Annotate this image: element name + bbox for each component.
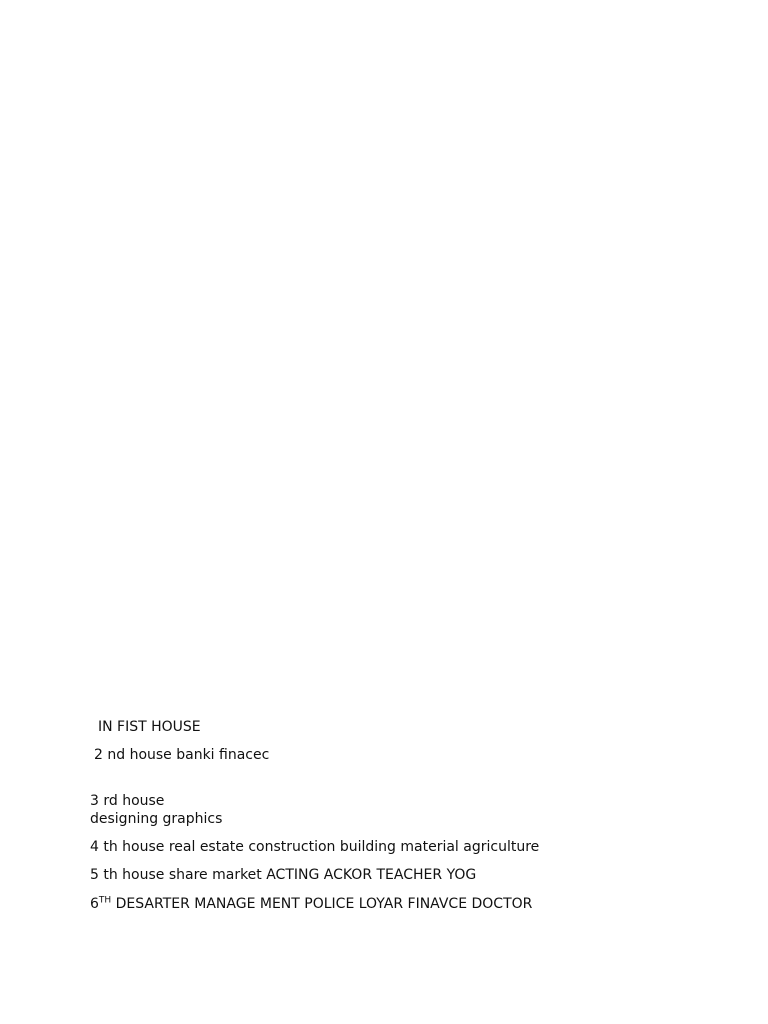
house-line-6 bbox=[90, 895, 682, 913]
house-line-2: 2 nd house banki finacec bbox=[94, 747, 270, 763]
house-line-3: 3 rd house bbox=[90, 793, 165, 809]
house-line-1: IN FIST HOUSE bbox=[98, 719, 201, 735]
house-line-6-suffix: TH bbox=[98, 895, 112, 906]
house-line-4: 4 th house real estate construction building material agriculture bbox=[90, 839, 540, 855]
house-line-6-text: DESARTER MANAGE MENT POLICE LOYAR FINAVCE DOCTOR bbox=[115, 896, 533, 912]
house-line-6-number: 6 bbox=[90, 896, 99, 912]
house-line-5: 5 th house share market ACTING ACKOR TEACHER YOG bbox=[90, 867, 477, 883]
house-line-3-cont: designing graphics bbox=[90, 811, 223, 827]
